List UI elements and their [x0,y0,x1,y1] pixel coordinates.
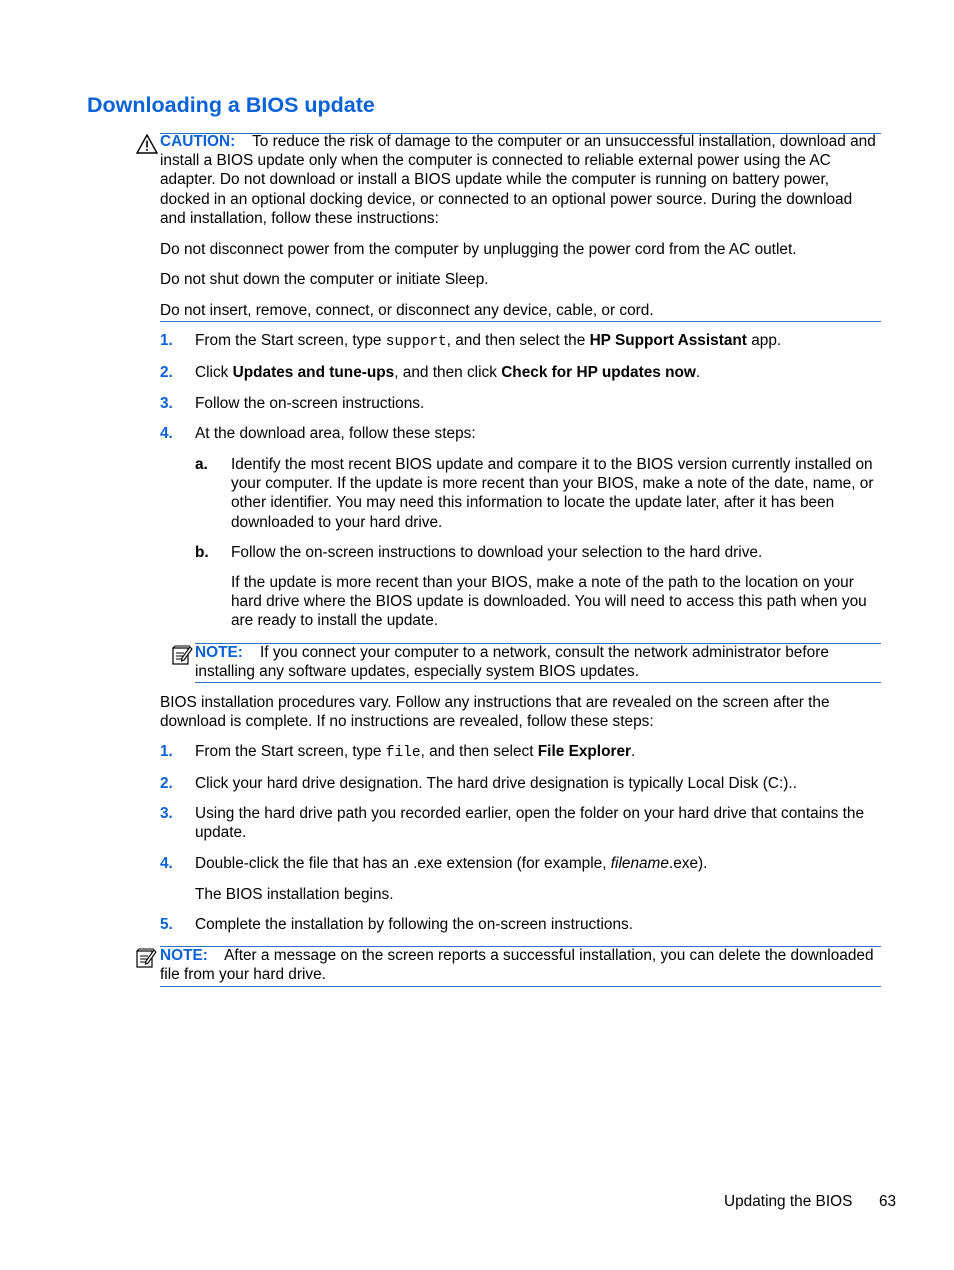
step-number: 5. [160,916,173,933]
step-text: From the Start screen, type file, and then select File Explorer. [195,743,636,761]
step-number: 4. [160,425,173,442]
step-text: Using the hard drive path you recorded earlier, open the folder on your hard drive that contains the update. [195,805,865,842]
step-number: 2. [160,364,173,381]
note-block [195,643,883,681]
page-title: Downloading a BIOS update [87,93,375,117]
substep-text: Identify the most recent BIOS update and compare it to the BIOS version currently installed on your computer. If the update is more recent than your BIOS, make a note of the date, name, or other identifier. You may need this information to locate the update later, after it has been downloaded to your hard drive. [231,456,874,531]
note-text: If you connect your computer to a network, consult the network administrator before installing any software updates, especially system BIOS updates. [195,644,829,681]
note-bottom-rule [160,986,881,987]
step-text: Click your hard drive designation. The hard drive designation is typically Local Disk (C:).. [195,775,797,792]
caution-text: To reduce the risk of damage to the computer or an unsuccessful installation, download and install a BIOS update only when the computer is connected to reliable external power using the AC adapter. Do not download or install a BIOS update while the computer is running on battery power, docked in an optional docking device, or connected to an optional power source. During the download and installation, follow these instructions: [160,133,876,227]
note-icon [135,947,157,969]
code-text: file [385,745,421,761]
step-number: 1. [160,332,173,349]
step-text: Double-click the file that has an .exe extension (for example, filename.exe). [195,855,708,872]
step-text: From the Start screen, type support, and then select the HP Support Assistant app. [195,332,782,350]
step-text: Click Updates and tune-ups, and then click Check for HP updates now. [195,364,701,381]
caution-bottom-rule [160,321,881,322]
note-label: NOTE: [195,644,243,661]
substep-text: Follow the on-screen instructions to download your selection to the hard drive. [231,544,763,561]
warning-icon [136,134,158,154]
step-number: 4. [160,855,173,872]
step-number: 3. [160,395,173,412]
step-text: At the download area, follow these steps: [195,425,476,442]
step-text: Complete the installation by following the on-screen instructions. [195,916,634,933]
substep-followup: If the update is more recent than your BIOS, make a note of the path to the location on your hard drive where the BIOS update is downloaded. You will need to access this path when you are ready to install the update. [231,574,867,630]
note-label: NOTE: [160,947,208,964]
substep-letter: b. [195,544,209,561]
caution-item-3: Do not insert, remove, connect, or disconnect any device, cable, or cord. [160,302,654,319]
intro-paragraph: BIOS installation procedures vary. Follow any instructions that are revealed on the screen after the download is complete. If no instructions are revealed, follow these steps: [160,694,830,731]
caution-item-2: Do not shut down the computer or initiate Sleep. [160,271,489,288]
page-number: 63 [879,1193,897,1210]
code-text: support [385,334,447,350]
step-followup: The BIOS installation begins. [195,886,394,903]
substep-letter: a. [195,456,208,473]
caution-item-1: Do not disconnect power from the computer by unplugging the power cord from the AC outlet. [160,241,797,258]
note-bottom-rule [195,682,881,683]
note-block [160,946,882,984]
step-number: 3. [160,805,173,822]
footer-section: Updating the BIOS [724,1193,853,1210]
note-icon [171,644,193,666]
step-text: Follow the on-screen instructions. [195,395,425,412]
step-number: 1. [160,743,173,760]
caution-block [160,132,882,228]
caution-label: CAUTION: [160,133,236,150]
note-text: After a message on the screen reports a successful installation, you can delete the downloaded file from your hard drive. [160,947,874,984]
step-number: 2. [160,775,173,792]
